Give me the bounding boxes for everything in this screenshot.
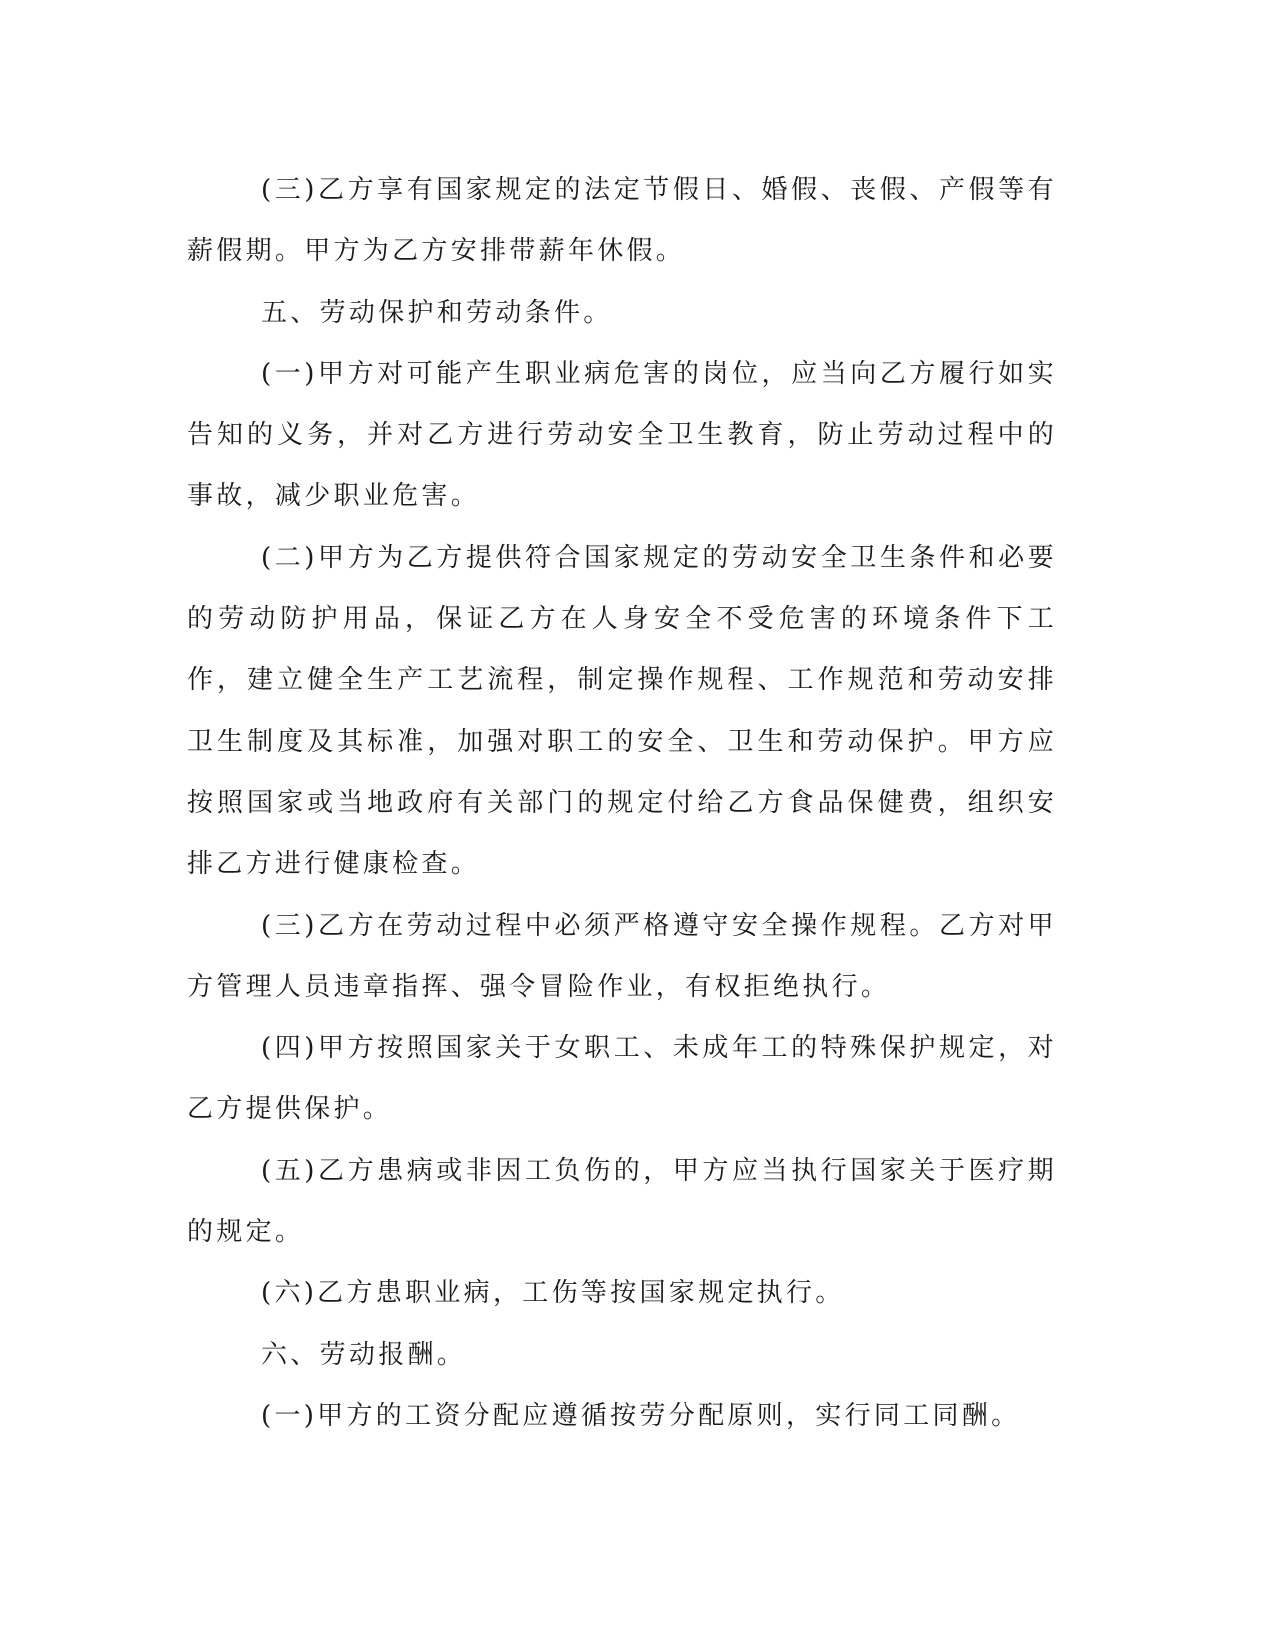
heading-labor-remuneration: 六、劳动报酬。 [261, 1339, 467, 1370]
paragraph-occupational-hazard: (一)甲方对可能产生职业病危害的岗位，应当向乙方履行如实告知的义务，并对乙方进行劳动安全卫生教育，防止劳动过程中的事故，减少职业危害。 [187, 358, 1057, 512]
heading-labor-protection: 五、劳动保护和劳动条件。 [261, 297, 613, 328]
paragraph-paid-holidays: (三)乙方享有国家规定的法定节假日、婚假、丧假、产假等有薪假期。甲方为乙方安排带薪年休假。 [187, 175, 1057, 267]
paragraph-safety-rules: (三)乙方在劳动过程中必须严格遵守安全操作规程。乙方对甲方管理人员违章指挥、强令冒险作业，有权拒绝执行。 [187, 910, 1057, 1002]
paragraph-medical-period: (五)乙方患病或非因工负伤的，甲方应当执行国家关于医疗期的规定。 [187, 1155, 1057, 1248]
document-body [187, 160, 1057, 1447]
paragraph-safety-conditions: (二)甲方为乙方提供符合国家规定的劳动安全卫生条件和必要的劳动防护用品，保证乙方在人身安全不受危害的环境条件下工作，建立健全生产工艺流程，制定操作规程、工作规范和劳动安排卫生制度及其标准，加强对职工的安全、卫生和劳动保护。甲方应按照国家或当地政府有关部门的规定付给乙方食品保健费，组织安排乙方进行健康检查。 [187, 542, 1057, 880]
paragraph-special-protection: (四)甲方按照国家关于女职工、未成年工的特殊保护规定，对乙方提供保护。 [187, 1033, 1057, 1125]
paragraph-occupational-disease: (六)乙方患职业病，工伤等按国家规定执行。 [261, 1278, 845, 1309]
paragraph-equal-pay: (一)甲方的工资分配应遵循按劳分配原则，实行同工同酬。 [261, 1400, 1021, 1431]
